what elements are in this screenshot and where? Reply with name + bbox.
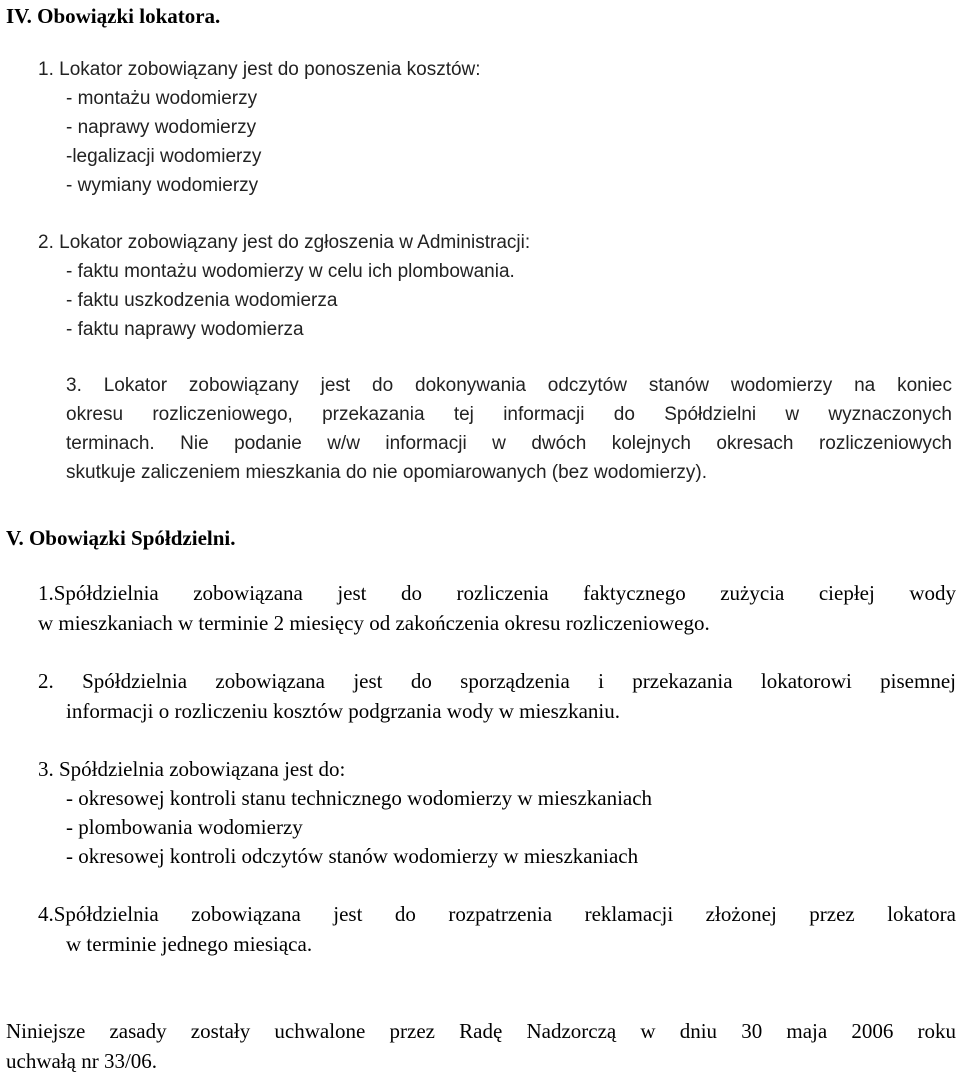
s4-item1-sub-1: - montażu wodomierzy	[66, 88, 258, 109]
s5-item2-line-2: informacji o rozliczeniu kosztów podgrzania wody w mieszkaniu.	[66, 699, 620, 723]
s4-item3-line-4: skutkuje zaliczeniem mieszkania do nie opomiarowanych (bez wodomierzy).	[66, 462, 707, 483]
s4-item2-intro: 2. Lokator zobowiązany jest do zgłoszenia w Administracji:	[38, 232, 531, 253]
s5-item3-sub-3: - okresowej kontroli odczytów stanów wodomierzy w mieszkaniach	[66, 844, 639, 868]
closing-line-2: uchwałą nr 33/06.	[6, 1049, 158, 1073]
s4-item3-line-2: okresu rozliczeniowego, przekazania tej informacji do Spółdzielni w wyznaczonych	[66, 404, 952, 425]
s5-item4-line-1: 4.Spółdzielnia zobowiązana jest do rozpatrzenia reklamacji złożonej przez lokatora	[38, 902, 956, 926]
s4-item1-intro: 1. Lokator zobowiązany jest do ponoszenia kosztów:	[38, 59, 481, 80]
s4-item2-sub-1: - faktu montażu wodomierzy w celu ich plombowania.	[66, 261, 515, 282]
s4-item1-sub-2: - naprawy wodomierzy	[66, 117, 257, 138]
s5-item3-sub-2: - plombowania wodomierzy	[66, 815, 303, 839]
s4-item3-line-1: 3. Lokator zobowiązany jest do dokonywania odczytów stanów wodomierzy na koniec	[66, 375, 952, 396]
s4-item1-sub-4: - wymiany wodomierzy	[66, 175, 259, 196]
s4-item2-sub-3: - faktu naprawy wodomierza	[66, 319, 304, 340]
section-4-title: IV. Obowiązki lokatora.	[6, 4, 221, 28]
closing-line-1: Niniejsze zasady zostały uchwalone przez Radę Nadzorczą w dniu 30 maja 2006 roku	[6, 1019, 956, 1043]
s5-item2-line-1: 2. Spółdzielnia zobowiązana jest do sporządzenia i przekazania lokatorowi pisemnej	[38, 669, 956, 693]
s5-item3-intro: 3. Spółdzielnia zobowiązana jest do:	[38, 757, 346, 781]
s5-item1-line-1: 1.Spółdzielnia zobowiązana jest do rozliczenia faktycznego zużycia ciepłej wody	[38, 581, 956, 605]
s5-item4-line-2: w terminie jednego miesiąca.	[66, 932, 313, 956]
s5-item1-line-2: w mieszkaniach w terminie 2 miesięcy od zakończenia okresu rozliczeniowego.	[38, 611, 710, 635]
s5-item3-sub-1: - okresowej kontroli stanu technicznego wodomierzy w mieszkaniach	[66, 786, 653, 810]
section-5-title: V. Obowiązki Spółdzielni.	[6, 526, 236, 550]
s4-item3-line-3: terminach. Nie podanie w/w informacji w dwóch kolejnych okresach rozliczeniowych	[66, 433, 952, 454]
s4-item1-sub-3: -legalizacji wodomierzy	[66, 146, 262, 167]
s4-item2-sub-2: - faktu uszkodzenia wodomierza	[66, 290, 338, 311]
